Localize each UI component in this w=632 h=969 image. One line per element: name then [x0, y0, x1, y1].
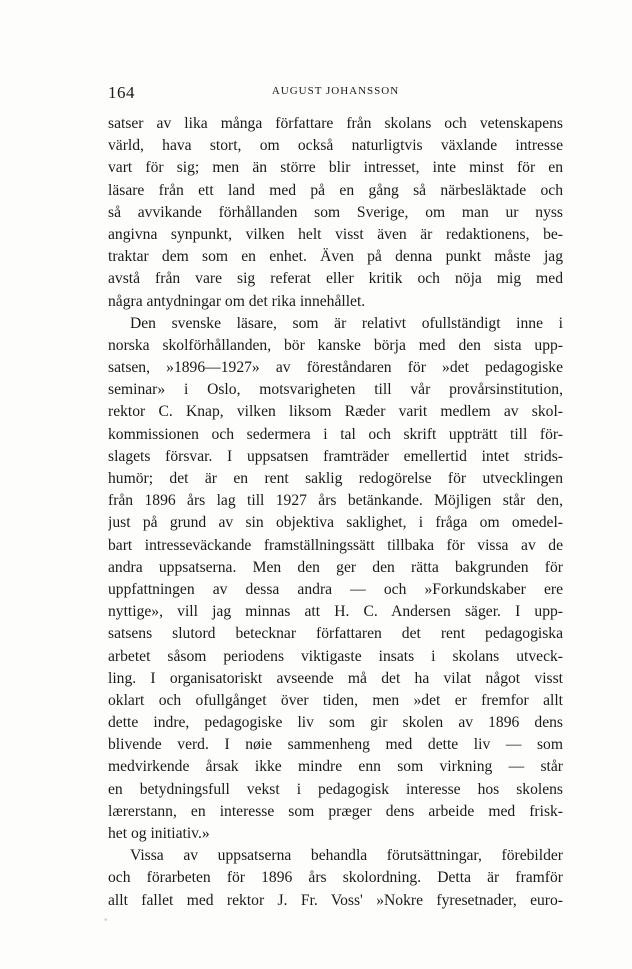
text-line: Vissa av uppsatserna behandla förutsättningar, förebilder	[130, 847, 563, 865]
text-line: angivna synpunkt, vilken helt visst även är redaktionens, be-	[108, 225, 563, 243]
text-line: nyttige», vill jag minnas att H. C. Andersen säger. I upp-	[108, 603, 563, 621]
text-line: allt fallet med rektor J. Fr. Voss' »Nokre fyresetnader, euro-	[108, 891, 563, 909]
text-line: en betydningsfull vekst i pedagogisk interesse hos skolens	[108, 780, 563, 798]
text-line: satsens slutord betecknar författaren det rent pedagogiska	[108, 625, 563, 643]
text-line: Den svenske läsare, som är relativt ofullständigt inne i	[130, 314, 563, 332]
text-line: arbetet såsom periodens viktigaste insats i skolans utveck-	[108, 647, 563, 665]
text-line: satser av lika många författare från skolans och vetenskapens	[108, 115, 563, 132]
text-line: dette indre, pedagogiske liv som gir skolen av 1896 dens	[108, 714, 563, 732]
footer-mark: ˚	[104, 918, 108, 929]
text-line: blivende verd. I nøie sammenheng med dette liv — som	[108, 736, 563, 754]
text-line: uppfattningen av dessa andra — och »Forkundskaber ere	[108, 580, 563, 598]
text-line: medvirkende årsak ikke mindre enn som virkning — står	[108, 758, 563, 776]
text-line: från 1896 års lag till 1927 års betänkande. Möjligen står den,	[108, 492, 563, 510]
text-line: traktar dem som en enhet. Även på denna punkt måste jag	[108, 248, 563, 266]
text-line: kommissionen och sedermera i tal och skrift uppträtt till för-	[108, 425, 563, 443]
text-line: bart intresseväckande framställningssätt tillbaka för vissa av de	[108, 536, 563, 554]
page-header	[108, 83, 563, 107]
text-line: oklart och ofullgånget över tiden, men »det er fremfor allt	[108, 691, 563, 709]
text-line: norska skolförhållanden, bör kanske börja med den sista upp-	[108, 336, 563, 354]
text-line: så avvikande förhållanden som Sverige, om man ur nyss	[108, 203, 563, 221]
text-line: ling. I organisatoriskt avseende må det ha vilat något visst	[108, 669, 563, 687]
text-line: het og initiativ.»	[108, 825, 210, 842]
text-line: humör; det är en rent saklig redogörelse för utvecklingen	[108, 470, 563, 487]
running-head: AUGUST JOHANSSON	[271, 85, 400, 97]
text-line: lærerstann, en interesse som præger dens arbeide med frisk-	[108, 802, 563, 820]
text-line: läsare från ett land med på en gång så närbesläktade och	[108, 181, 563, 199]
text-line: andra uppsatserna. Men den ger den rätta bakgrunden för	[108, 558, 563, 576]
text-line: just på grund av sin objektiva saklighet, i fråga om omedel-	[108, 514, 563, 532]
text-line: vart för sig; men än större blir intresset, inte minst för en	[108, 159, 563, 177]
text-line: några antydningar om det rika innehållet.	[108, 292, 366, 310]
text-line: värld, hava stort, om också naturligtvis växlande intresse	[108, 137, 563, 155]
text-line: avstå från vare sig referat eller kritik och nöja mig med	[108, 270, 563, 288]
body-text	[108, 113, 563, 912]
page-number: 164	[108, 83, 135, 102]
text-line: slagets försvar. I uppsatsen framträder emellertid intet strids-	[108, 447, 563, 465]
text-line: seminar» i Oslo, motsvarigheten till vår provårsinstitution,	[108, 381, 563, 399]
text-line: satsen, »1896—1927» av föreståndaren för »det pedagogiske	[108, 359, 563, 377]
text-line: rektor C. Knap, vilken liksom Ræder varit medlem av skol-	[108, 403, 563, 421]
text-line: och förarbeten för 1896 års skolordning. Detta är framför	[108, 869, 563, 887]
